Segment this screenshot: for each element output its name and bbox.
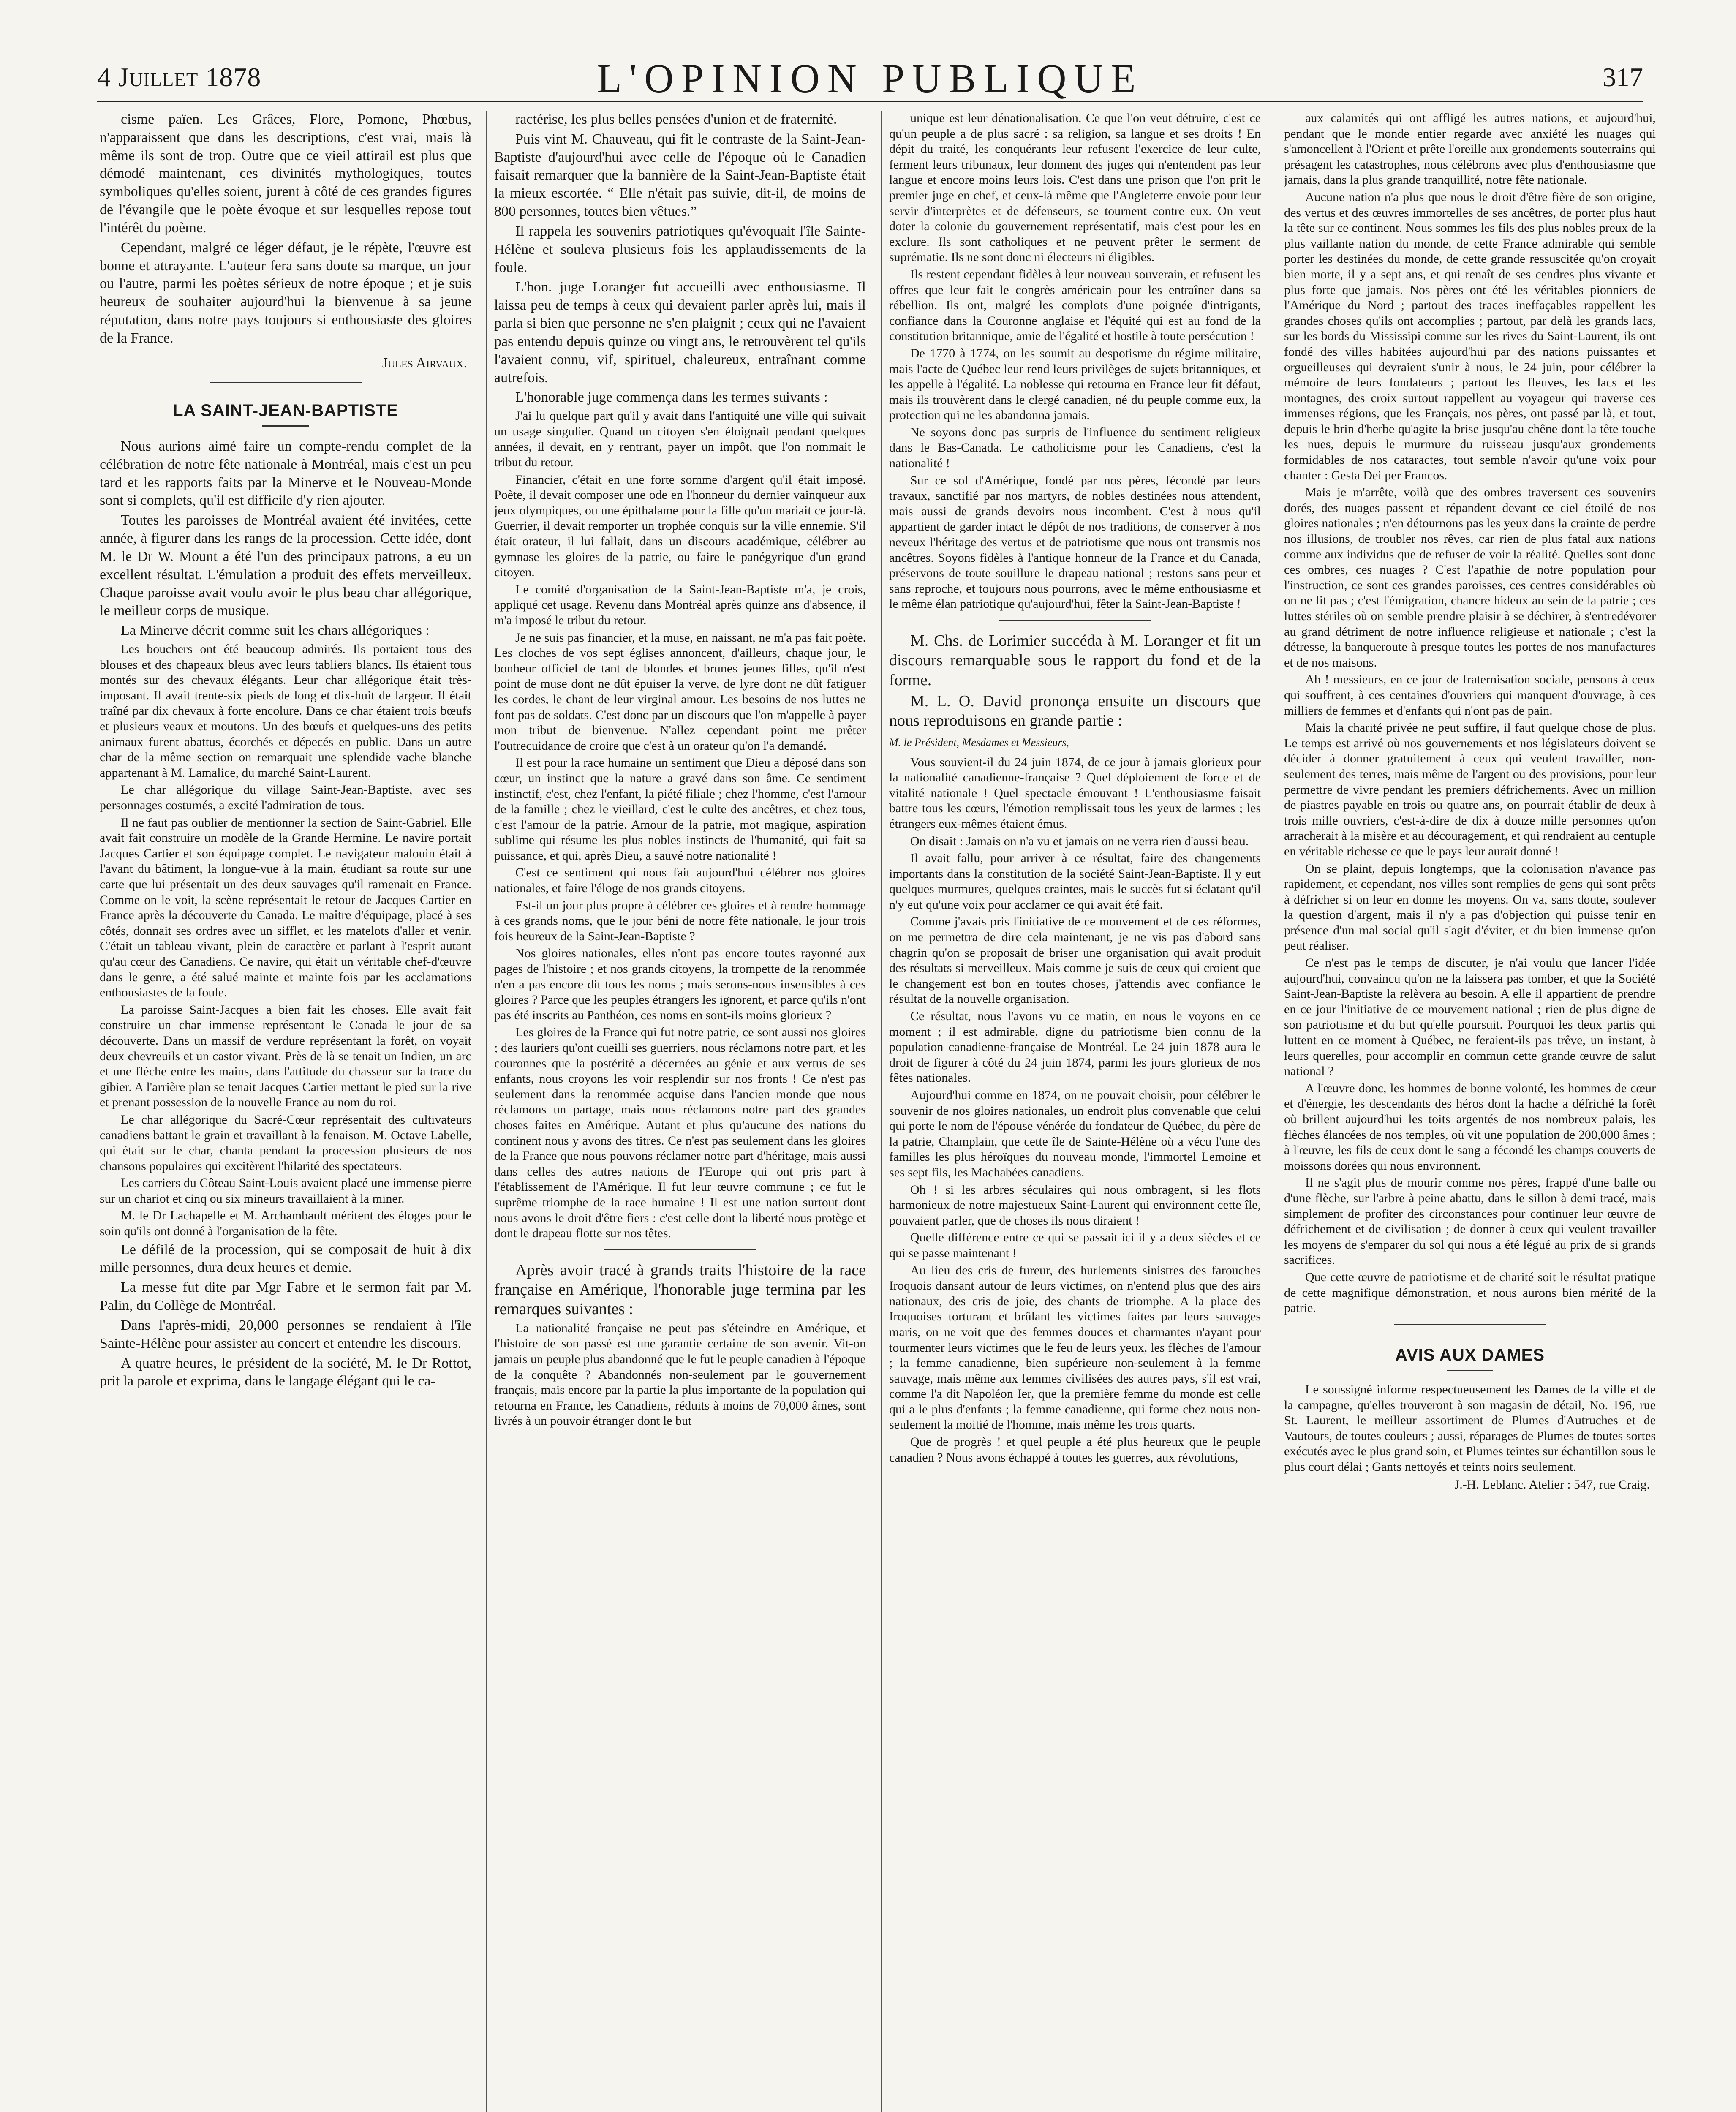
masthead-rule	[97, 101, 1643, 102]
notice-title: AVIS AUX DAMES	[1395, 1345, 1545, 1364]
page-number: 317	[1603, 62, 1643, 92]
quoted-paragraph: J'ai lu quelque part qu'il y avait dans l'antiquité une ville qui suivait un usage singulier. Quand un citoyen s'en éloignait pendant quelques années, il devait, en y rentrant, payer un impôt, que l'on nommait le tribut du retour.	[494, 409, 866, 470]
paragraph: Après avoir tracé à grands traits l'histoire de la race française en Amérique, l'honorable juge termina par les remarques suivantes :	[494, 1261, 866, 1318]
quoted-paragraph: Quelle différence entre ce qui se passait ici il y a deux siècles et ce qui se passe maintenant !	[889, 1230, 1261, 1260]
paragraph: cisme païen. Les Grâces, Flore, Pomone, Phœbus, n'apparaissent que dans les descriptions, c'est vrai, mais là même ils sont de trop. Outre que ce vieil attirail est plus que démodé maintenant, ces divinités mythologiques, toutes symboliques qu'elles soient, jurent à côté de ces grandes figures de l'évangile que le poète évoque et sur lesquelles repose tout l'intérêt du poème.	[100, 112, 471, 236]
quoted-paragraph: Sur ce sol d'Amérique, fondé par nos pères, fécondé par leurs travaux, sanctifié par nos martyrs, de nobles destinées nous attendent, mais aussi de grands devoirs nous incombent. C'est à nous qu'il appartient de garder intact le dépôt de nos traditions, de conserver à nos neveux l'héritage des vertus et de patriotisme que nous ont transmis nos ancêtres. Soyons fidèles à l'antique honneur de la France et du Canada, préservons de toute souillure le drapeau national ; restons sans peur et sans reproche, et toujours nous pourrons, avec le même enthousiasme et le même élan patriotique qu'aujourd'hui, fêter la Saint-Jean-Baptiste !	[889, 473, 1261, 611]
quoted-paragraph: Comme j'avais pris l'initiative de ce mouvement et de ces réformes, on me permettra de dire cela maintenant, je ne vis pas d'abord sans chagrin qu'on se proposait de briser une organisation qui avait produit des résultats si merveilleux. Mais comme je suis de ceux qui croient que le changement est bon en toutes choses, j'attendis avec confiance le résultat de la nouvelle organisation.	[889, 914, 1261, 1006]
quoted-paragraph: Ils restent cependant fidèles à leur nouveau souverain, et refusent les offres que leur fait le congrès américain pour les entraîner dans sa rébellion. Ils ont, malgré les complots d'une poignée d'intrigants, confiance dans la Couronne anglaise et l'équité qui est au fond de la constitution britannique, amie de l'égalité et hostile à toute persécution !	[889, 267, 1261, 343]
quoted-paragraph: aux calamités qui ont affligé les autres nations, et aujourd'hui, pendant que le monde entier regarde avec anxiété les nuages qui s'amoncellent à l'Orient et prête l'oreille aux grondements souterrains qui présagent les catastrophes, nous célébrons avec plus d'enthousiasme que jamais, dans la plus grande tranquillité, notre fête nationale.	[1284, 111, 1656, 187]
paragraph: La messe fut dite par Mgr Fabre et le sermon fait par M. Palin, du Collège de Montréal.	[100, 1279, 471, 1314]
paragraph: L'hon. juge Loranger fut accueilli avec enthousiasme. Il laissa peu de temps à ceux qui devaient parler après lui, mais il parla si bien que personne ne s'en plaignit ; ceux qui ne l'avaient pas entendu depuis quinze ou vingt ans, le retrouvèrent tel qu'ils l'avaient connu, vif, spirituel, chaleureux, entraînant comme autrefois.	[494, 279, 866, 386]
quoted-paragraph: Que cette œuvre de patriotisme et de charité soit le résultat pratique de cette magnifique démonstration, et nous aurons bien mérité de la patrie.	[1284, 1270, 1656, 1315]
quoted-paragraph: Ne soyons donc pas surpris de l'influence du sentiment religieux dans le Bas-Canada. Le catholicisme pour les Canadiens, c'est la nationalité !	[889, 425, 1261, 471]
paragraph: La Minerve décrit comme suit les chars allégoriques :	[121, 623, 430, 639]
quoted-paragraph: A l'œuvre donc, les hommes de bonne volonté, les hommes de cœur et d'énergie, les descendants des héros dont la hache a défriché la forêt où brillent aujourd'hui les toits argentés de nos nombreux palais, les flèches élancées de nos temples, où vit une population de 200,000 âmes ; à l'œuvre, les fils de ceux dont le sang a fécondé les champs couverts de moissons dorées qui nous environnent.	[1284, 1081, 1656, 1173]
paragraph: Il rappela les souvenirs patriotiques qu'évoquait l'île Sainte-Hélène et souleva plusieurs fois les applaudissements de la foule.	[494, 223, 866, 275]
quoted-paragraph: Aujourd'hui comme en 1874, on ne pouvait choisir, pour célébrer le souvenir de nos gloires nationales, un endroit plus convenable que celui qui porte le nom de l'épouse vénérée du fondateur de Québec, du père de la patrie, Champlain, que cette île de Sainte-Hélène où a vécu l'une des familles les plus héroïques du nouveau monde, l'immortel Lemoine et ses sept fils, les Machabées canadiens.	[889, 1088, 1261, 1179]
quoted-paragraph: La paroisse Saint-Jacques a bien fait les choses. Elle avait fait construire un char immense représentant le Canada le jour de sa découverte. Dans un massif de verdure représentant la forêt, on voyait deux chevreuils et un castor vivant. Près de là se tenait un Indien, un arc et une flèche entre les mains, dans l'attitude du chasseur sur la trace du gibier. A l'arrière plan se tenait Jacques Cartier mettant le pied sur la rive et prenant possession de la nouvelle France au nom du roi.	[100, 1002, 471, 1110]
quoted-paragraph: Aucune nation n'a plus que nous le droit d'être fière de son origine, des vertus et des œuvres immortelles de ses ancêtres, de porter plus haut la tête sur ce continent. Nous sommes les fils des plus nobles preux de la plus vaillante nation du monde, de cette France admirable qui semble porter les destinées du monde, de cette grande ressuscitée qu'on croyait bien morte, il y a sept ans, et qui renaît de ses cendres plus vivante et plus forte que jamais. Nos pères ont été les véritables pionniers de l'Amérique du Nord ; partout des traces ineffaçables rappellent les grandes choses qu'ils ont accomplies ; partout, par delà les grands lacs, sur les bords du Mississipi comme sur les rives du Saint-Laurent, ils ont fondé des villes habitées aujourd'hui par des nations puissantes et orgueilleuses qui devraient s'unir à nous, le 24 juin, pour célébrer la mémoire de leurs fondateurs ; partout les fleuves, les lacs et les montagnes, des croix surtout rappellent au voyageur qui traverse ces immenses régions, que les Français, nos pères, ont passé par là, et tout, depuis le brin d'herbe qu'agite la brise jusqu'au chêne dont la tête touche les nues, depuis le murmure du ruisseau jusqu'aux grondements formidables de nos cataractes, tout semble n'avoir qu'une voix pour chanter : Gesta Dei per Francos.	[1284, 190, 1656, 482]
quoted-paragraph: Le char allégorique du Sacré-Cœur représentait des cultivateurs canadiens battant le grain et travaillant à la fenaison. M. Octave Labelle, qui était sur le char, chanta pendant la procession plusieurs de nos chansons populaires qui excitèrent l'hilarité des spectateurs.	[100, 1112, 471, 1173]
quoted-paragraph: On disait : Jamais on n'a vu et jamais on ne verra rien d'aussi beau.	[910, 834, 1249, 848]
title-rule	[262, 425, 309, 427]
masthead	[97, 54, 1643, 105]
paragraph: Cependant, malgré ce léger défaut, je le répète, l'œuvre est bonne et attrayante. L'auteur fera sans doute sa marque, un jour ou l'autre, parmi les poètes sérieux de notre époque ; et je suis heureux de souhaiter aujourd'hui la bienvenue à sa jeune réputation, dans notre pays toujours si enthousiaste des gloires de la France.	[100, 240, 471, 346]
quoted-paragraph: M. le Dr Lachapelle et M. Archambault méritent des éloges pour le soin qu'ils ont donné à l'organisation de la fête.	[100, 1208, 471, 1238]
quoted-paragraph: La nationalité française ne peut pas s'éteindre en Amérique, et l'histoire de son passé est une garantie certaine de son avenir. Vit-on jamais un peuple plus abandonné que le fut le peuple canadien à l'époque de la conquête ? Abandonnés non-seulement par le gouvernement français, mais encore par la partie la plus importante de la population qui retourna en France, les Canadiens, réduits à moins de 70,000 âmes, sont livrés à un pouvoir étranger dont le but	[494, 1321, 866, 1428]
section-divider	[1394, 1324, 1546, 1328]
quoted-paragraph: unique est leur dénationalisation. Ce que l'on veut détruire, c'est ce qu'un peuple a de plus sacré : sa religion, sa langue et ses droits ! En dépit du traité, les conquérants leur refusent l'exercice de leur culte, ferment leurs tribunaux, leur donnent des juges qui n'entendent pas leur langue et encore moins leurs lois. C'est dans une prison que l'on prit le premier juge en chef, et ceux-là même que l'Angleterre envoie pour leur servir d'interprètes et de défenseurs, se tournent contre eux. On veut doter la colonie du gouvernement représentatif, mais c'est pour les en exclure. Ils sont catholiques et ne peuvent prêter le serment de suprématie. Ils ne sont donc ni électeurs ni éligibles.	[889, 111, 1261, 264]
column-2	[494, 111, 866, 2112]
quoted-paragraph: Que de progrès ! et quel peuple a été plus heureux que le peuple canadien ? Nous avons échappé à toutes les guerres, aux révolutions,	[889, 1435, 1261, 1464]
notice-signature: J.-H. Leblanc. Atelier : 547, rue Craig.	[1454, 1477, 1650, 1491]
issue-date: 4 Juillet 1878	[97, 62, 261, 92]
quoted-paragraph: Le comité d'organisation de la Saint-Jean-Baptiste m'a, je crois, appliqué cet usage. Revenu dans Montréal après quinze ans d'absence, il m'a imposé le tribut du retour.	[494, 582, 866, 627]
paragraph: M. L. O. David prononça ensuite un discours que nous reproduisons en grande partie :	[889, 692, 1261, 730]
quoted-paragraph: Le char allégorique du village Saint-Jean-Baptiste, avec ses personnages costumés, a excité l'admiration de tous.	[100, 783, 471, 813]
newspaper-title: L'OPINION PUBLIQUE	[597, 56, 1143, 101]
quoted-paragraph: Mais la charité privée ne peut suffire, il faut quelque chose de plus. Le temps est arrivé où nos gouvernements et nos législateurs doivent se décider à donner gratuitement à ceux qui veulent travailler, non-seulement des terres, mais même de l'argent ou des provisions, pour leur permettre de vivre pendant les premiers défrichements. Avec un million de piastres payable en trois ou quatre ans, on pourrait établir de deux à trois mille ouvriers, c'est-à-dire de dix à douze mille personnes qu'on arracherait à la misère et au découragement, et qui rendraient au centuple en véritable richesse ce que le pays leur aurait donné !	[1284, 721, 1656, 858]
paragraph: Nous aurions aimé faire un compte-rendu complet de la célébration de notre fête nationale à Montréal, mais c'est un peu tard et les rapports faits par la Minerve et le Nouveau-Monde sont si complets, qu'il est difficile d'y rien ajouter.	[100, 438, 471, 509]
quoted-paragraph: Je ne suis pas financier, et la muse, en naissant, ne m'a pas fait poète. Les cloches de vos sept églises annoncent, d'ailleurs, chaque jour, le bonheur officiel de tant de blondes et brunes jeunes filles, qu'il n'est point de muse dont ne dût épuiser la verve, de lyre dont ne dût fatiguer les cordes, le chant de leur virginal amour. Les besoins de nos luttes ne font pas de soldats. C'est donc par un discours que l'on m'appelle à payer mon tribut de bienvenue. N'allez cependant point me prêter l'outrecuidance de croire que c'est à un orateur qu'on l'a demandé.	[494, 630, 866, 753]
paragraph: Dans l'après-midi, 20,000 personnes se rendaient à l'île Sainte-Hélène pour assister au concert et entendre les discours.	[100, 1317, 471, 1351]
quoted-paragraph: Les carriers du Côteau Saint-Louis avaient placé une immense pierre sur un chariot et cinq ou six mineurs travaillaient à la miner.	[100, 1176, 471, 1206]
quoted-paragraph: Oh ! si les arbres séculaires qui nous ombragent, si les flots harmonieux de notre majestueux Saint-Laurent qui environnent cette île, pouvaient parler, que de choses ils nous diraient !	[889, 1182, 1261, 1227]
quoted-paragraph: On se plaint, depuis longtemps, que la colonisation n'avance pas rapidement, et cependant, nos villes sont remplies de gens qui sont prêts à défricher si on leur en donne les moyens. On va, sans doute, soulever la question d'argent, mais il n'y a pas d'objection qui puisse tenir en présence d'un mal social qu'il s'agit d'éviter, et du bien immense qu'on peut réaliser.	[1284, 861, 1656, 953]
quoted-paragraph: Financier, c'était en une forte somme d'argent qu'il était imposé. Poète, il devait composer une ode en l'honneur du dernier vainqueur aux jeux olympiques, ou une épithalame pour la fille qu'un mariait ce jour-là. Guerrier, il devait remporter un trophée conquis sur la ville ennemie. S'il était orateur, il lui fallait, dans un discours académique, célébrer au gymnase les gloires de la patrie, ou faire le panégyrique d'un grand citoyen.	[494, 472, 866, 580]
paragraph: Puis vint M. Chauveau, qui fit le contraste de la Saint-Jean-Baptiste d'aujourd'hui avec celle de l'époque où le Canadien faisait remarquer que la bannière de la Saint-Jean-Baptiste était la mieux escortée. “ Elle n'était pas suivie, dit-il, de moins de 800 personnes, toutes bien vêtues.”	[494, 131, 866, 220]
column-divider	[486, 111, 487, 2112]
section-title: LA SAINT-JEAN-BAPTISTE	[173, 401, 398, 420]
paragraph: A quatre heures, le président de la société, M. le Dr Rottot, prit la parole et exprima, dans le langage élégant qui le ca-	[100, 1355, 471, 1389]
quoted-paragraph: Ah ! messieurs, en ce jour de fraternisation sociale, pensons à ceux qui souffrent, à ces centaines d'ouvriers qui manquent d'ouvrage, à ces milliers de femmes et d'enfants qui n'ont pas de pain.	[1284, 672, 1656, 718]
quoted-paragraph: Nos gloires nationales, elles n'ont pas encore toutes rayonné aux pages de l'histoire ; et nos grands citoyens, la trompette de la renommée n'en a pas encore dit tous les noms ; mais serons-nous insensibles à ces gloires ? Parce que les peuples étrangers les ignorent, et parce qu'ils n'ont pas été inscrits au Panthéon, ces noms en sont-ils moins glorieux ?	[494, 946, 866, 1022]
paragraph: Le défilé de la procession, qui se composait de huit à dix mille personnes, dura deux heures et demie.	[100, 1241, 471, 1276]
quoted-paragraph: Les gloires de la France qui fut notre patrie, ce sont aussi nos gloires ; des lauriers qu'ont cueilli ses guerriers, nous réclamons notre part, et les couronnes que la postérité a décernées au génie et aux vertus de ses enfants, nous croyons les voir resplendir sur nos fronts ! Ce n'est pas seulement dans la renommée acquise dans l'ancien monde que nous réclamons un partage, mais nous réclamons notre part des grandes choses faites en Amérique. Autant et plus qu'aucune des nations du continent nous y avons des titres. Ce n'est pas seulement dans les gloires de la France que nous pouvons réclamer notre part d'héritage, mais aussi dans celles des autres nations de l'Europe qui ont pris part à l'établissement de l'Amérique. Il fut leur œuvre commune ; ce fut le suprême triomphe de la race humaine ! Il est une nation surtout dont nous avons le droit d'être fiers : c'est celle dont la liberté nous protège et dont le drapeau flotte sur nos têtes.	[494, 1025, 866, 1241]
quoted-paragraph: C'est ce sentiment qui nous fait aujourd'hui célébrer nos gloires nationales, et faire l'éloge de nos grands citoyens.	[494, 865, 866, 895]
column-4	[1284, 111, 1656, 2112]
quoted-paragraph: Les bouchers ont été beaucoup admirés. Ils portaient tous des blouses et des chapeaux bleus avec leurs tabliers blancs. Ils étaient tous montés sur des chevaux élégants. Leur char allégorique était très-imposant. Il avait trente-six pieds de long et dix-huit de largeur. Il était traîné par dix chevaux à forte encolure. Dans ce char étaient trois bœufs et plusieurs veaux et moutons. Un des bœufs et quelques-uns des petits animaux furent abattus, écorchés et dépecés en public. Dans un autre char de la même section on remarquait une splendide vache blanche appartenant à M. Lamalice, du marché Saint-Laurent.	[100, 642, 471, 780]
title-rule	[1447, 1370, 1493, 1371]
quoted-paragraph: Au lieu des cris de fureur, des hurlements sinistres des farouches Iroquois dansant autour de leurs victimes, on n'entend plus que des airs nationaux, des cris de joie, des chants de triomphe. A la place des Iroquoises torturant et brûlant les victimes faites par leurs sauvages maris, on ne voit que des femmes douces et charmantes n'ayant pour tourmenter leurs victimes que le feu de leurs yeux, les flèches de l'amour ; la femme canadienne, bien supérieure non-seulement à la femme sauvage, mais même aux femmes civilisées des autres pays, s'il est vrai, comme l'a dit Napoléon Ier, que la première femme du monde est celle qui a le plus d'enfants ; la femme canadienne, qui forme chez nous non-seulement la moitié de l'homme, mais même les trois quarts.	[889, 1263, 1261, 1432]
notice-body: Le soussigné informe respectueusement les Dames de la ville et de la campagne, qu'elles trouveront à son magasin de détail, No. 196, rue St. Laurent, le meilleur assortiment de Plumes d'Autruches et de Vautours, de toutes couleurs ; aussi, réparages de Plumes de toutes sortes exécutés avec le plus grand soin, et Plumes teintes sur échantillon sous le plus court délai ; Gants nettoyés et teints noirs seulement.	[1284, 1383, 1656, 1474]
quoted-paragraph: Est-il un jour plus propre à célébrer ces gloires et à rendre hommage à ces grands noms, que le jour béni de notre fête nationale, le jour trois fois heureux de la Saint-Jean-Baptiste ?	[494, 898, 866, 943]
quoted-paragraph: Il ne faut pas oublier de mentionner la section de Saint-Gabriel. Elle avait fait construire un modèle de la Grande Hermine. Le navire portait Jacques Cartier et son équipage complet. Le navigateur malouin était à l'avant du bâtiment, la longue-vue à la main, étudiant sa route sur une carte que lui présentait un des deux sauvages qu'il ramenait en France. Comme on le voit, la scène représentait le retour de Jacques Cartier en France après la découverte du Canada. Le maître d'équipage, placé à ses côtés, donnait ses ordres avec un sifflet, et les matelots d'aller et venir. C'était un tableau vivant, plein de caractère et parlant à l'esprit autant qu'au cœur des Canadiens. Ce navire, qui était un véritable chef-d'œuvre dans le genre, a été salué mainte et mainte fois par les acclamations enthousiastes de la foule.	[100, 815, 471, 1000]
column-3	[889, 111, 1261, 2112]
column-divider	[881, 111, 882, 2112]
quoted-paragraph: Il avait fallu, pour arriver à ce résultat, faire des changements importants dans la constitution de la société Saint-Jean-Baptiste. Il y eut quelques murmures, quelques craintes, mais le succès fut si éclatant qu'il n'y eut qu'une voix pour acclamer ce qui avait été fait.	[889, 851, 1261, 912]
quoted-paragraph: Vous souvient-il du 24 juin 1874, de ce jour à jamais glorieux pour la nationalité canadienne-française ? Quel déploiement de force et de vitalité nationale ! Quel spectacle émouvant ! L'enthousiasme faisait battre tous les cœurs, l'émotion remplissait tous les yeux de larmes ; les étrangers eux-mêmes étaient émus.	[889, 755, 1261, 831]
quoted-paragraph: De 1770 à 1774, on les soumit au despotisme du régime militaire, mais l'acte de Québec leur rend leurs privilèges de sujets britanniques, et les appelle à l'égalité. La noblesse qui retourna en France leur fit défaut, mais ils trouvèrent dans le clergé canadien, né du peuple comme eux, la protection qui ne les abandonna jamais.	[889, 346, 1261, 422]
section-divider	[604, 1249, 756, 1253]
salutation: M. le Président, Mesdames et Messieurs,	[889, 736, 1069, 748]
quoted-paragraph: Ce résultat, nous l'avons vu ce matin, en nous le voyons en ce moment ; il est admirable, digne du patriotisme bien connu de la population canadienne-française de Montréal. Le 24 juin 1878 aura le droit de figurer à côté du 24 juin 1874, parmi les jours glorieux de nos fêtes nationales.	[889, 1009, 1261, 1085]
section-divider	[999, 620, 1151, 623]
section-divider	[210, 382, 362, 386]
column-1	[100, 111, 471, 2112]
quoted-paragraph: Il ne s'agit plus de mourir comme nos pères, frappé d'une balle ou d'une flèche, sur l'arbre à peine abattu, dans le sillon à demi tracé, mais simplement de profiter des circonstances pour continuer leur œuvre de défrichement et de civilisation ; de donner à ceux qui veulent travailler les moyens de s'emparer du sol qui nous a été légué au prix de si grands sacrifices.	[1284, 1176, 1656, 1267]
paragraph: Toutes les paroisses de Montréal avaient été invitées, cette année, à figurer dans les rangs de la procession. Cette idée, dont M. le Dr W. Mount a été l'un des principaux patrons, a eu un excellent résultat. L'émulation a produit des effets merveilleux. Chaque paroisse avait voulu avoir le plus beau char allégorique, le meilleur corps de musique.	[100, 512, 471, 619]
paragraph: L'honorable juge commença dans les termes suivants :	[515, 389, 828, 406]
quoted-paragraph: Il est pour la race humaine un sentiment que Dieu a déposé dans son cœur, un instinct que la nature a gravé dans son âme. Ce sentiment instinctif, c'est, chez l'enfant, la piété filiale ; chez l'homme, c'est l'amour de la famille ; chez le vieillard, c'est le culte des ancêtres, et chez tous, c'est l'amour de la patrie. Amour de la patrie, mot magique, aspiration sublime qui résume les plus nobles instincts de l'humanité, qui fait sa puissance, et qui, après Dieu, a sauvé notre nationalité !	[494, 756, 866, 863]
paragraph: M. Chs. de Lorimier succéda à M. Loranger et fit un discours remarquable sous le rapport du fond et de la forme.	[889, 632, 1261, 689]
quoted-paragraph: Ce n'est pas le temps de discuter, je n'ai voulu que lancer l'idée aujourd'hui, convaincu qu'on ne la laissera pas tomber, et que la Société Saint-Jean-Baptiste la relèvera au besoin. A elle il appartient de prendre en ce jour l'initiative de ce mouvement national ; rien de plus digne de son patriotisme et du but qu'elle poursuit. Pourquoi les deux partis qui luttent en ce moment à Québec, ne feraient-ils pas trêve, un instant, à leurs querelles, pour accomplir en commun cette grande œuvre de salut national ?	[1284, 956, 1656, 1078]
paragraph: ractérise, les plus belles pensées d'union et de fraternité.	[515, 112, 837, 127]
quoted-paragraph: Mais je m'arrête, voilà que des ombres traversent ces souvenirs dorés, des nuages passent et répandent devant ce ciel étoilé de nos gloires nationales ; n'en détournons pas les yeux dans la crainte de perdre nos illusions, de troubler nos rêves, car rien de plus fatal aux nations comme aux individus que de refuser de voir la réalité. Quelles sont donc ces ombres, ces nuages ? C'est l'apathie de notre population pour l'instruction, ce sont ces grandes paroisses, ces centres considérables où on ne lit pas ; c'est l'émigration, chancre hideux au sein de la patrie ; ces luttes stériles où on semble prendre plaisir à se déchirer, à s'entredévorer au grand détriment de notre influence religieuse et nationale ; c'est la détresse, la banqueroute à presque toutes les portes de nos manufactures et de nos maisons.	[1284, 485, 1656, 670]
author-signature: Jules Airvaux.	[382, 355, 467, 371]
